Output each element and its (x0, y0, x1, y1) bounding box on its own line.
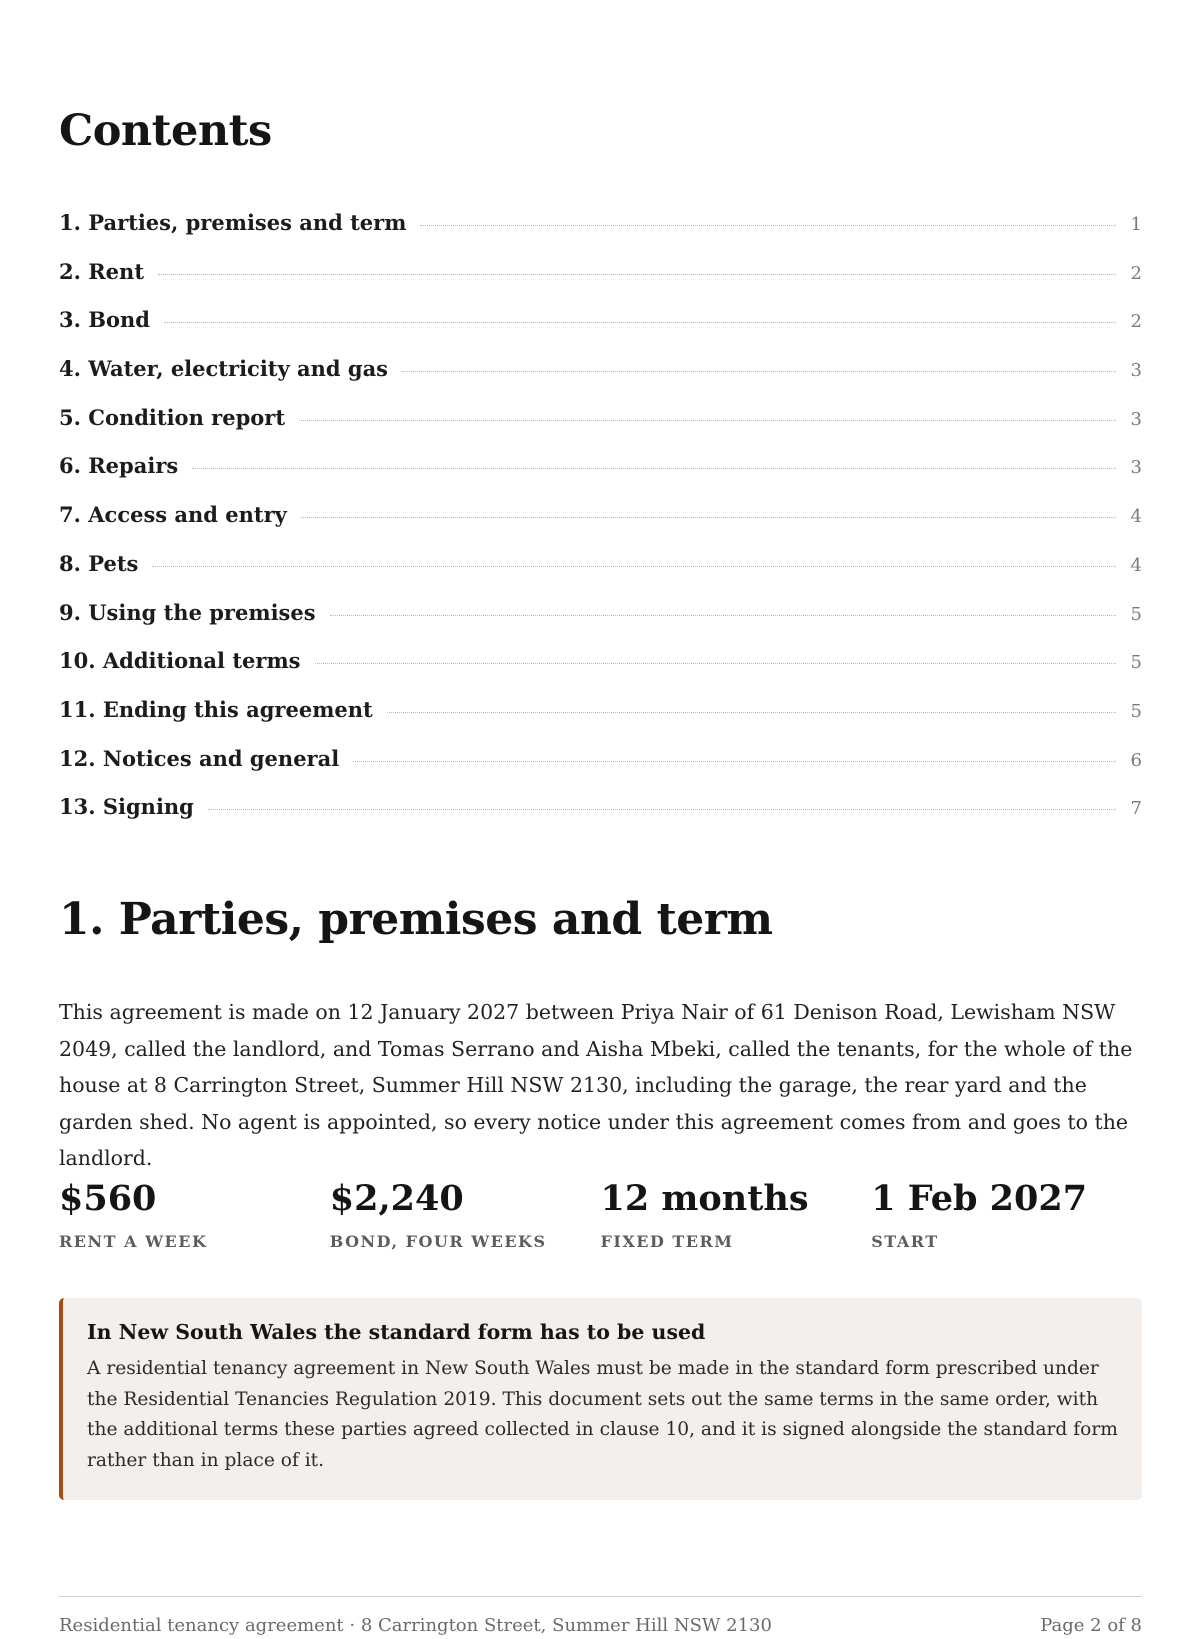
stat-value: 1 Feb 2027 (871, 1178, 1088, 1219)
toc-leader-dots (208, 809, 1116, 810)
toc-entry-page: 3 (1130, 408, 1142, 430)
toc-entry-page: 3 (1130, 457, 1142, 479)
toc-entry[interactable] (59, 600, 1142, 649)
toc-entry-page: 2 (1130, 311, 1142, 333)
toc-leader-dots (315, 663, 1117, 664)
toc-entry-page: 5 (1130, 652, 1142, 674)
toc-entry-label: 5. Condition report (59, 404, 286, 430)
toc-leader-dots (301, 517, 1116, 518)
toc-entry-label: 6. Repairs (59, 453, 179, 479)
toc-entry-page: 6 (1130, 749, 1142, 771)
toc-entry[interactable] (59, 746, 1142, 795)
toc-entry-label: 7. Access and entry (59, 502, 287, 528)
toc-leader-dots (192, 468, 1116, 469)
toc-leader-dots (353, 761, 1116, 762)
toc-entry[interactable] (59, 259, 1142, 308)
toc-entry-page: 4 (1130, 554, 1142, 576)
toc-entry[interactable] (59, 453, 1142, 502)
toc-entry-label: 1. Parties, premises and term (59, 210, 407, 235)
toc-entry-label: 12. Notices and general (59, 745, 340, 771)
page-footer (59, 1596, 1142, 1636)
toc-entry-label: 10. Additional terms (59, 648, 301, 674)
stat-label: START (871, 1232, 939, 1251)
table-of-contents (59, 210, 1142, 843)
toc-entry-label: 2. Rent (59, 258, 145, 284)
toc-entry-label: 4. Water, electricity and gas (59, 356, 389, 382)
toc-entry-label: 8. Pets (59, 550, 139, 576)
toc-entry-label: 9. Using the premises (59, 599, 316, 625)
stat-start (871, 1178, 1142, 1251)
toc-entry[interactable] (59, 307, 1142, 356)
stat-value: $560 (59, 1178, 157, 1219)
stat-label: RENT A WEEK (59, 1232, 208, 1251)
footer-page-number: Page 2 of 8 (1040, 1615, 1142, 1636)
stat-value: $2,240 (329, 1178, 464, 1219)
stat-term (601, 1178, 872, 1251)
section-1-intro-paragraph: This agreement is made on 12 January 2027 between Priya Nair of 61 Denison Road, Lewisham NSW 2049, called the landlord, and Tomas Serrano and Aisha Mbeki, called the tenants, for the whole of the house at 8 Carrington Street, Summer Hill NSW 2130, including the garage, the rear yard and the garden shed. No agent is appointed, so every notice under this agreement comes from and goes to the landlord. (59, 1000, 1133, 1170)
toc-entry-page: 1 (1130, 214, 1142, 235)
toc-entry[interactable] (59, 648, 1142, 697)
toc-entry[interactable] (59, 551, 1142, 600)
toc-leader-dots (158, 274, 1116, 275)
toc-entry-page: 7 (1130, 798, 1142, 820)
contents-heading: Contents (59, 106, 272, 156)
standard-form-callout (59, 1298, 1142, 1500)
toc-entry-label: 3. Bond (59, 307, 150, 333)
stat-label: FIXED TERM (600, 1232, 734, 1251)
toc-leader-dots (330, 615, 1116, 616)
toc-entry[interactable] (59, 210, 1142, 259)
toc-leader-dots (299, 420, 1116, 421)
toc-entry[interactable] (59, 502, 1142, 551)
footer-document-title: Residential tenancy agreement · 8 Carrington Street, Summer Hill NSW 2130 (59, 1615, 772, 1636)
toc-leader-dots (420, 225, 1116, 226)
stat-bond (330, 1178, 601, 1251)
toc-entry-label: 13. Signing (59, 794, 194, 820)
toc-entry-page: 5 (1130, 700, 1142, 722)
toc-entry-page: 3 (1130, 360, 1142, 382)
section-1-heading: 1. Parties, premises and term (59, 894, 773, 945)
toc-entry[interactable] (59, 356, 1142, 405)
toc-leader-dots (152, 566, 1116, 567)
callout-title: In New South Wales the standard form has to be used (87, 1320, 706, 1344)
toc-leader-dots (402, 371, 1116, 372)
callout-body: A residential tenancy agreement in New South Wales must be made in the standard form prescribed under the Residential Tenancies Regulation 2019. This document sets out the same terms in the same order, with the additional terms these parties agreed collected in clause 10, and it is signed alongside the standard form rather than in place of it. (87, 1358, 1118, 1471)
toc-entry[interactable] (59, 405, 1142, 454)
stat-rent (59, 1178, 330, 1251)
stat-value: 12 months (600, 1178, 809, 1219)
toc-entry-page: 4 (1130, 506, 1142, 528)
stat-label: BOND, FOUR WEEKS (329, 1232, 547, 1251)
toc-leader-dots (387, 712, 1116, 713)
toc-leader-dots (164, 322, 1116, 323)
key-terms-summary (59, 1178, 1142, 1251)
toc-entry-page: 2 (1130, 262, 1142, 284)
toc-entry[interactable] (59, 794, 1142, 843)
toc-entry-page: 5 (1130, 603, 1142, 625)
toc-entry[interactable] (59, 697, 1142, 746)
toc-entry-label: 11. Ending this agreement (59, 696, 373, 722)
